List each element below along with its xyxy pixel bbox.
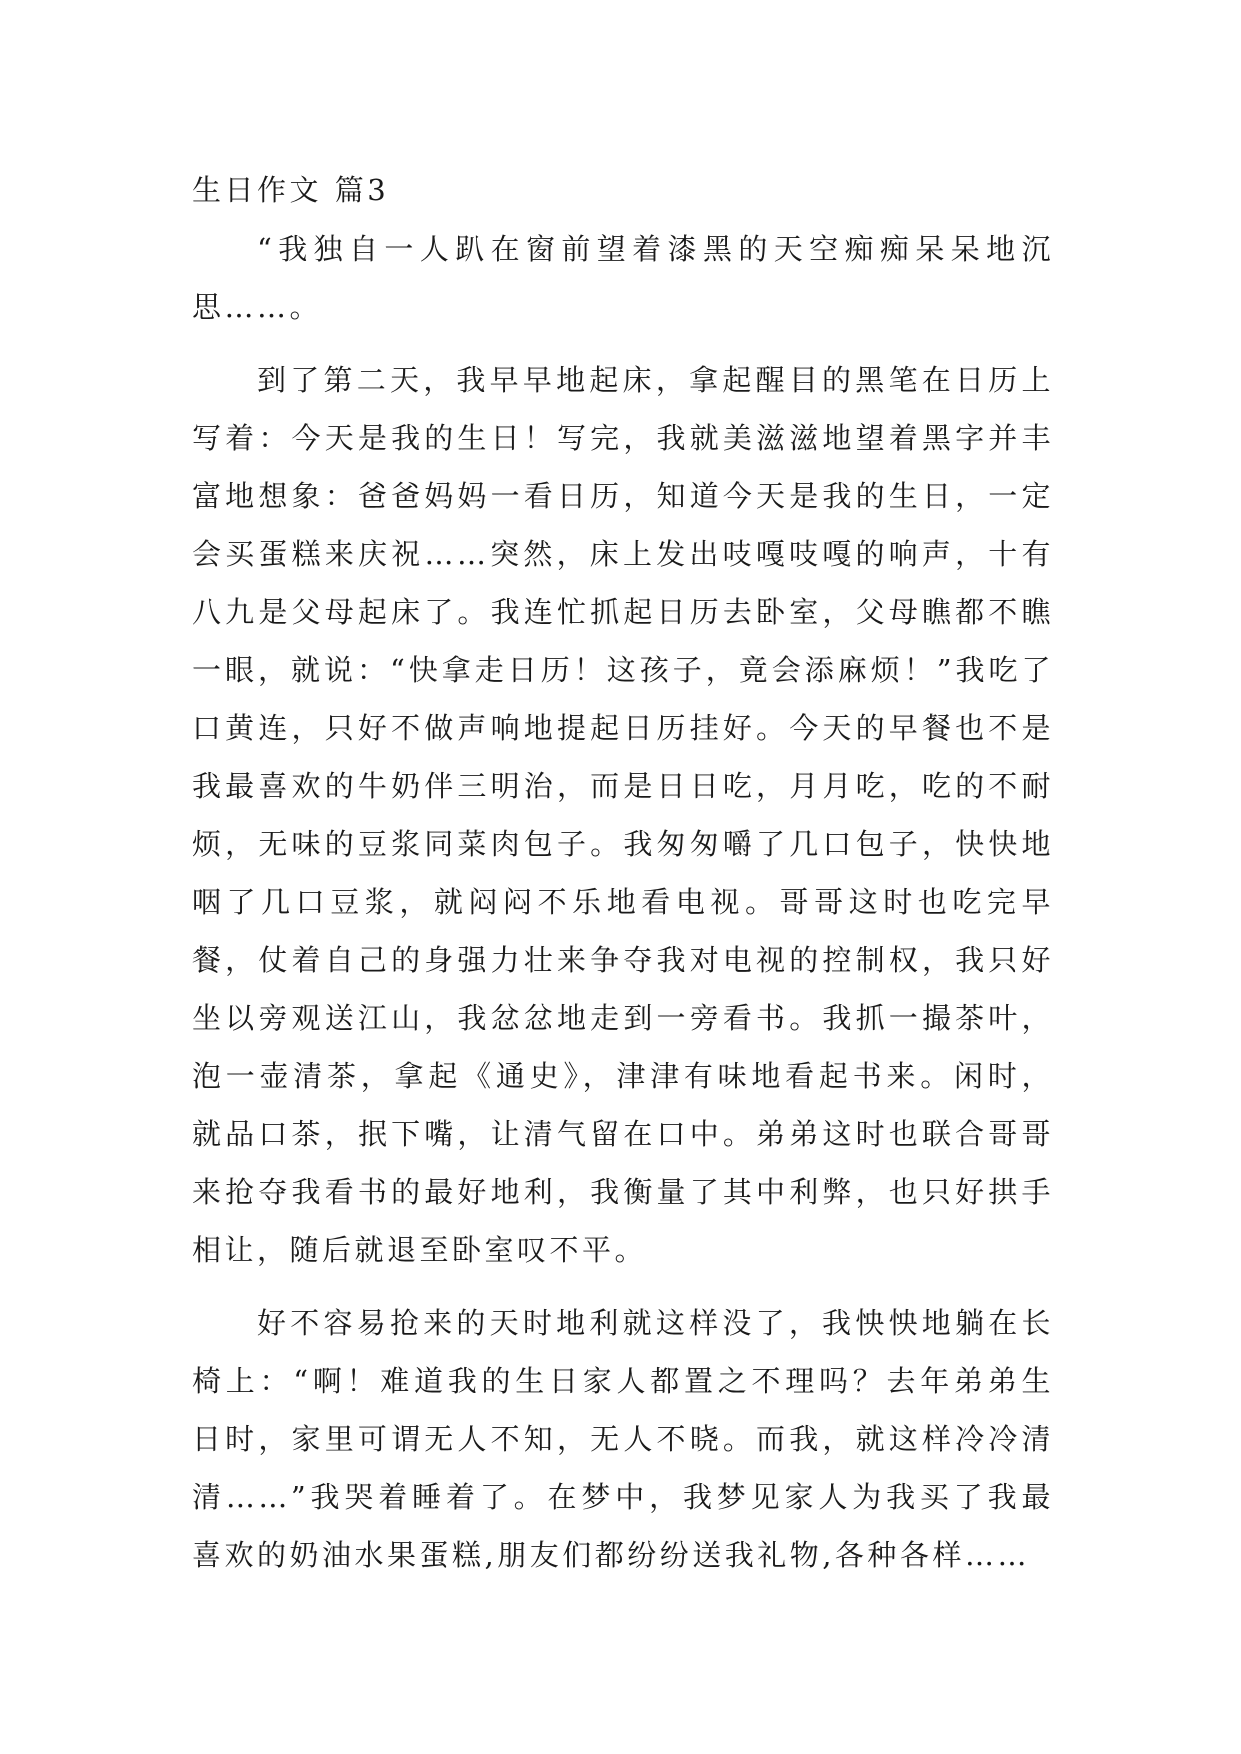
- paragraph-2: 到了第二天，我早早地起床，拿起醒目的黑笔在日历上写着：今天是我的生日！写完，我就美滋滋地望着黑字并丰富地想象：爸爸妈妈一看日历，知道今天是我的生日，一定会买蛋糕来庆祝……突然，床上发出吱嘎吱嘎的响声，十有八九是父母起床了。我连忙抓起日历去卧室，父母瞧都不瞧一眼，就说：“快拿走日历！这孩子，竟会添麻烦！”我吃了口黄连，只好不做声响地提起日历挂好。今天的早餐也不是我最喜欢的牛奶伴三明治，而是日日吃，月月吃，吃的不耐烦，无味的豆浆同菜肉包子。我匆匆嚼了几口包子，快快地咽了几口豆浆，就闷闷不乐地看电视。哥哥这时也吃完早餐，仗着自己的身强力壮来争夺我对电视的控制权，我只好坐以旁观送江山，我忿忿地走到一旁看书。我抓一撮茶叶，泡一壶清茶，拿起《通史》，津津有味地看起书来。闲时，就品口茶，抿下嘴，让清气留在口中。弟弟这时也联合哥哥来抢夺我看书的最好地利，我衡量了其中利弊，也只好拱手相让，随后就退至卧室叹不平。: [192, 363, 1054, 1267]
- paragraph-3: 好不容易抢来的天时地利就这样没了，我怏怏地躺在长椅上：“啊！难道我的生日家人都置之不理吗？去年弟弟生日时，家里可谓无人不知，无人不晓。而我，就这样冷冷清清……”我哭着睡着了。在梦中，我梦见家人为我买了我最喜欢的奶油水果蛋糕,朋友们都纷纷送我礼物,各种各样……: [192, 1306, 1054, 1572]
- document-title: 生日作文 篇3: [192, 173, 390, 207]
- document-body: [192, 166, 1054, 1599]
- paragraph-1: “我独自一人趴在窗前望着漆黑的天空痴痴呆呆地沉思……。: [192, 232, 1054, 324]
